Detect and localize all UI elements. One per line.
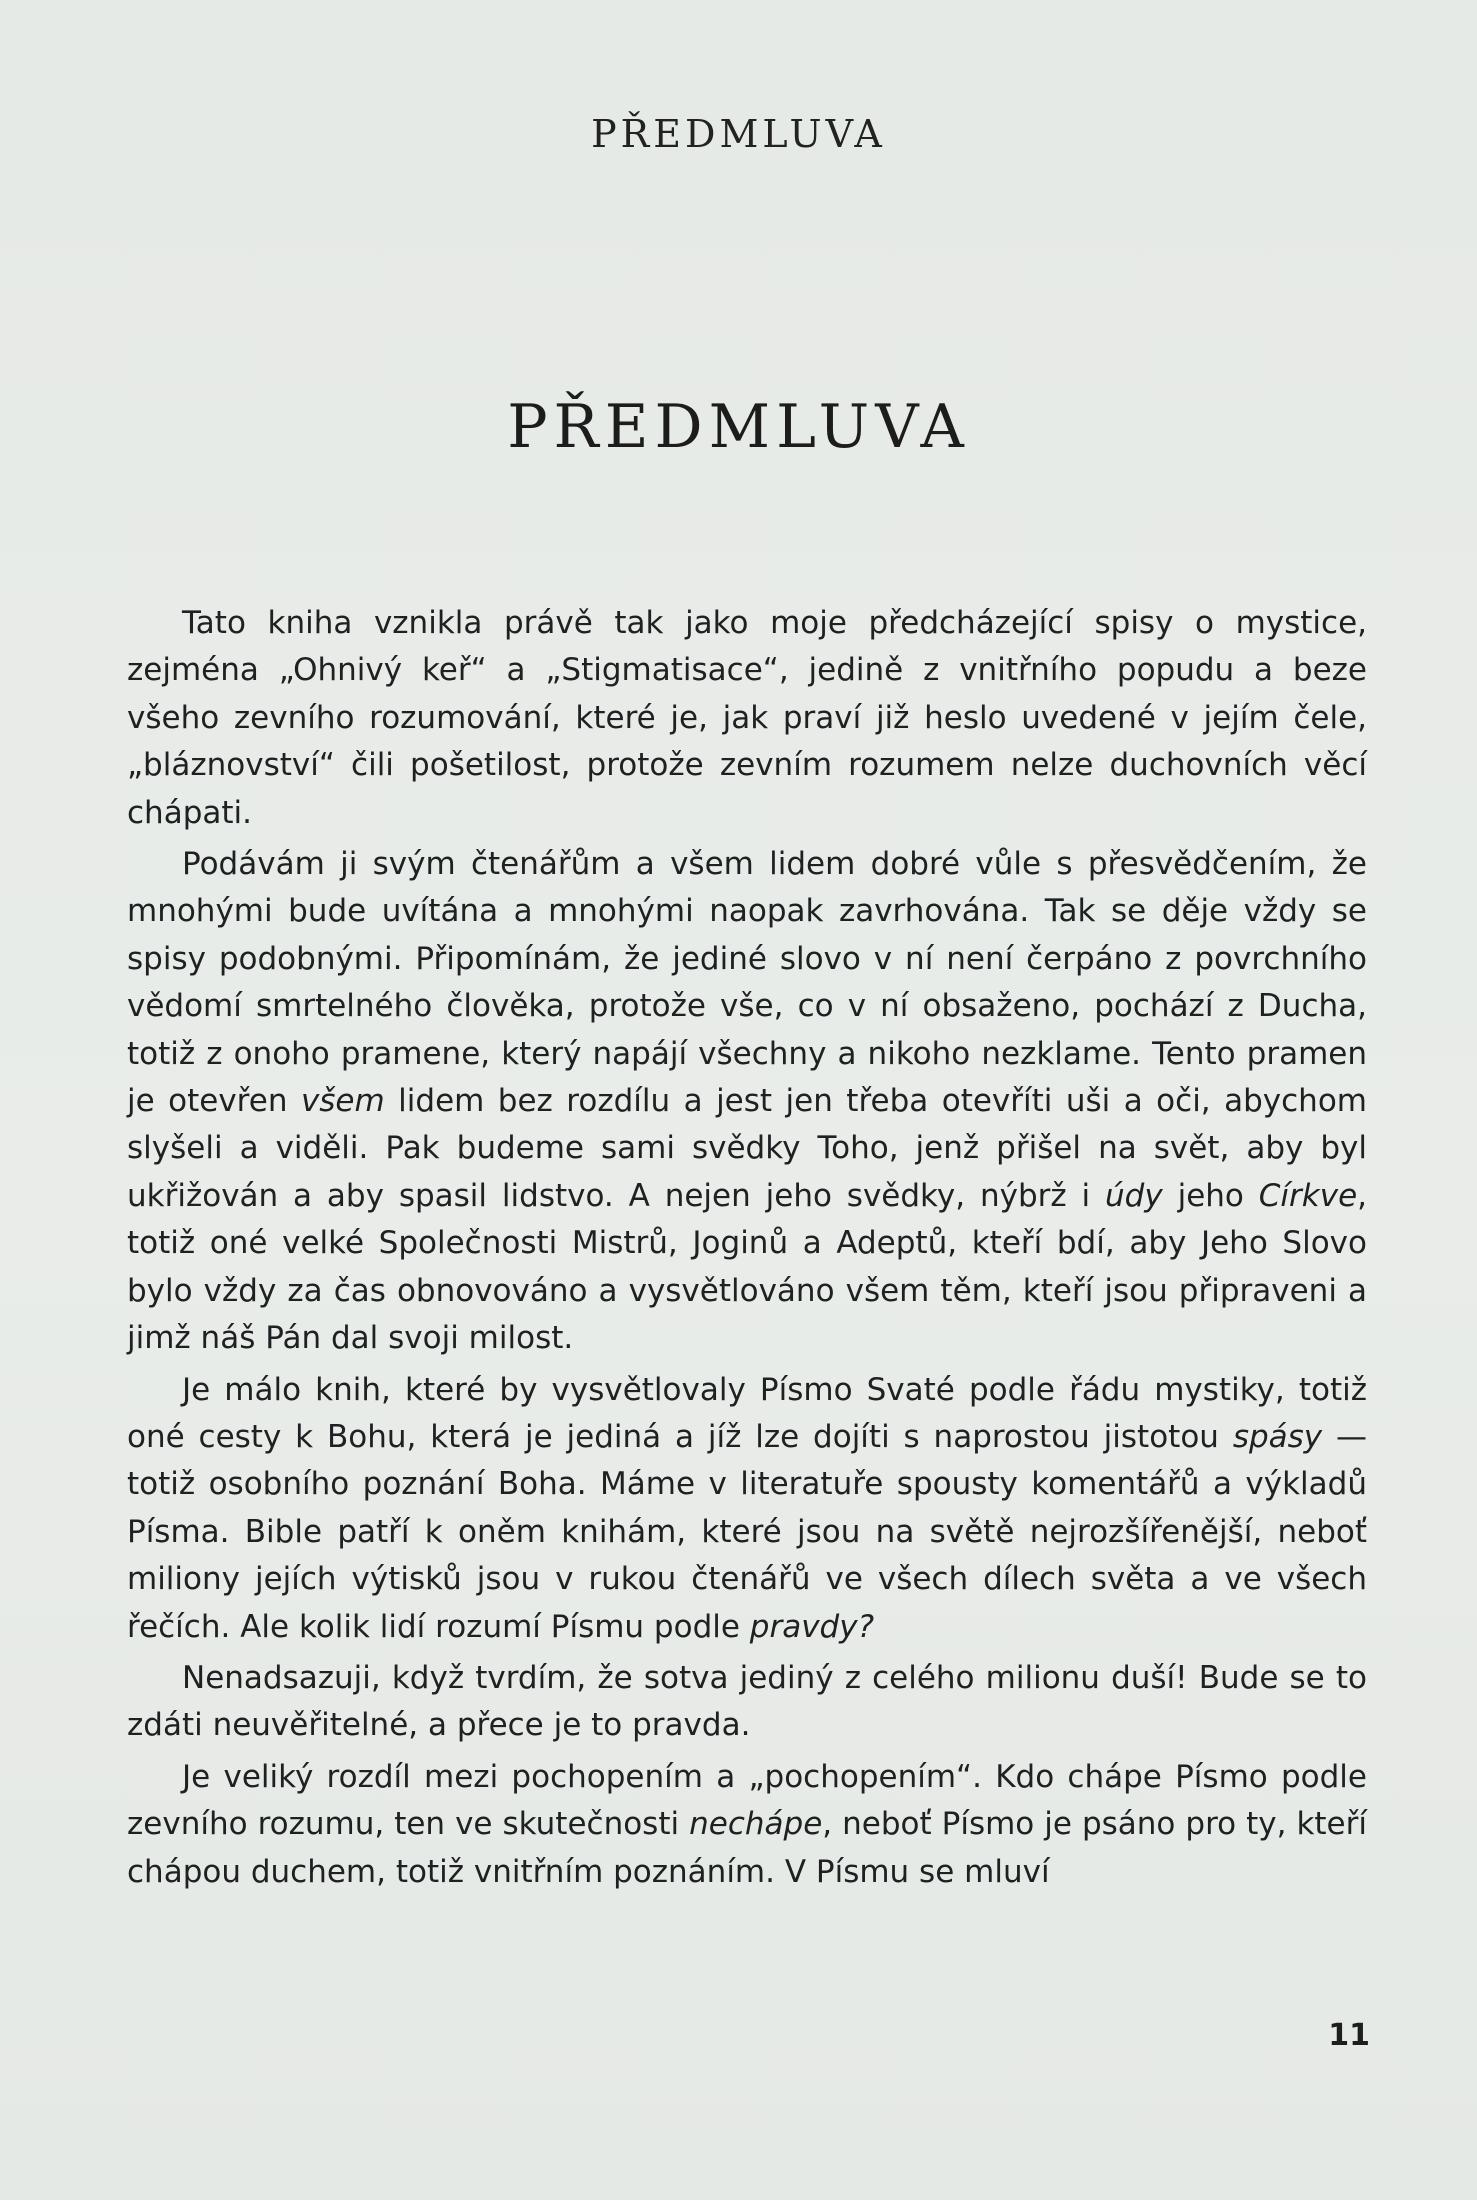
paragraph xyxy=(127,1754,1367,1896)
italic-text: pravdy? xyxy=(749,1608,875,1645)
text-run: Podávám ji svým čtenářům a všem lidem dobré vůle s přesvědčením, že mnohými bude uvítána a mnohými naopak zavrhována. Tak se děje vždy se spisy podobnými. Připomínám, že jediné slovo v ní není čerpáno z povrchního vědomí smrtelného člověka, protože vše, co v ní obsaženo, pochází z Ducha, totiž z onoho pramene, který napájí všechny a nikoho nezklame. Tento pramen je otevřen xyxy=(127,846,1367,1120)
text-run: , totiž oné velké Společnosti Mistrů, Joginů a Adeptů, kteří bdí, aby Jeho Slovo bylo vždy za čas obnovováno a vysvětlováno všem těm, kteří jsou připraveni a jimž náš Pán dal svoji milost. xyxy=(127,1177,1367,1357)
italic-text: nechápe xyxy=(689,1806,823,1843)
italic-text: Církve xyxy=(1258,1177,1358,1214)
text-run: Nenadsazuji, když tvrdím, že sotva jediný z celého milionu duší! Bude se to zdáti neuvěřitelné, a přece je to pravda. xyxy=(127,1659,1367,1744)
running-head: PŘEDMLUVA xyxy=(591,112,886,156)
text-run: jeho xyxy=(1162,1177,1259,1214)
text-run: — totiž osobního poznání Boha. Máme v literatuře spousty komentářů a výkladů Písma. Bible patří k oněm knihám, které jsou na světě nejrozšířenější, neboť miliony jejích výtisků jsou v rukou čtenářů ve všech dílech světa a ve všech řečích. Ale kolik lidí rozumí Písmu podle xyxy=(127,1418,1367,1645)
paragraph xyxy=(127,841,1367,1362)
text-run: , neboť Písmo je psáno pro ty, kteří chápou duchem, totiž vnitřním poznáním. V Písmu se mluví xyxy=(127,1806,1367,1890)
paragraph xyxy=(127,1655,1367,1750)
text-run: Je málo knih, které by vysvětlovaly Písmo Svaté podle řádu mystiky, totiž oné cesty k Bohu, která je jediná a jíž lze dojíti s naprostou jistotou xyxy=(127,1371,1367,1455)
text-run: lidem bez rozdílu a jest jen třeba otevříti uši a oči, abychom slyšeli a viděli. Pak budeme sami svědky Toho, jenž přišel na svět, aby byl ukřižován a aby spasil lidstvo. A nejen jeho svědky, nýbrž i xyxy=(127,1083,1367,1214)
text-run: Je veliký rozdíl mezi pochopením a „pochopením“. Kdo chápe Písmo podle zevního rozumu, ten ve skutečnosti xyxy=(127,1758,1367,1843)
italic-text: všem xyxy=(300,1083,385,1120)
paragraph xyxy=(127,1367,1367,1651)
italic-text: spásy xyxy=(1232,1418,1323,1455)
chapter-title: PŘEDMLUVA xyxy=(507,392,970,462)
text-run: Tato kniha vznikla právě tak jako moje předcházející spisy o mystice, zejména „Ohnivý keř“ a „Stigmatisace“, jedině z vnitřního popudu a beze všeho zevního rozumování, které je, jak praví již heslo uvedené v jejím čele, „bláznovství“ čili pošetilost, protože zevním rozumem nelze duchovních věcí chápati. xyxy=(127,605,1367,831)
paragraph xyxy=(127,600,1367,837)
page-number: 11 xyxy=(1328,2018,1370,2053)
italic-text: údy xyxy=(1105,1177,1163,1214)
body-text xyxy=(127,600,1367,1896)
